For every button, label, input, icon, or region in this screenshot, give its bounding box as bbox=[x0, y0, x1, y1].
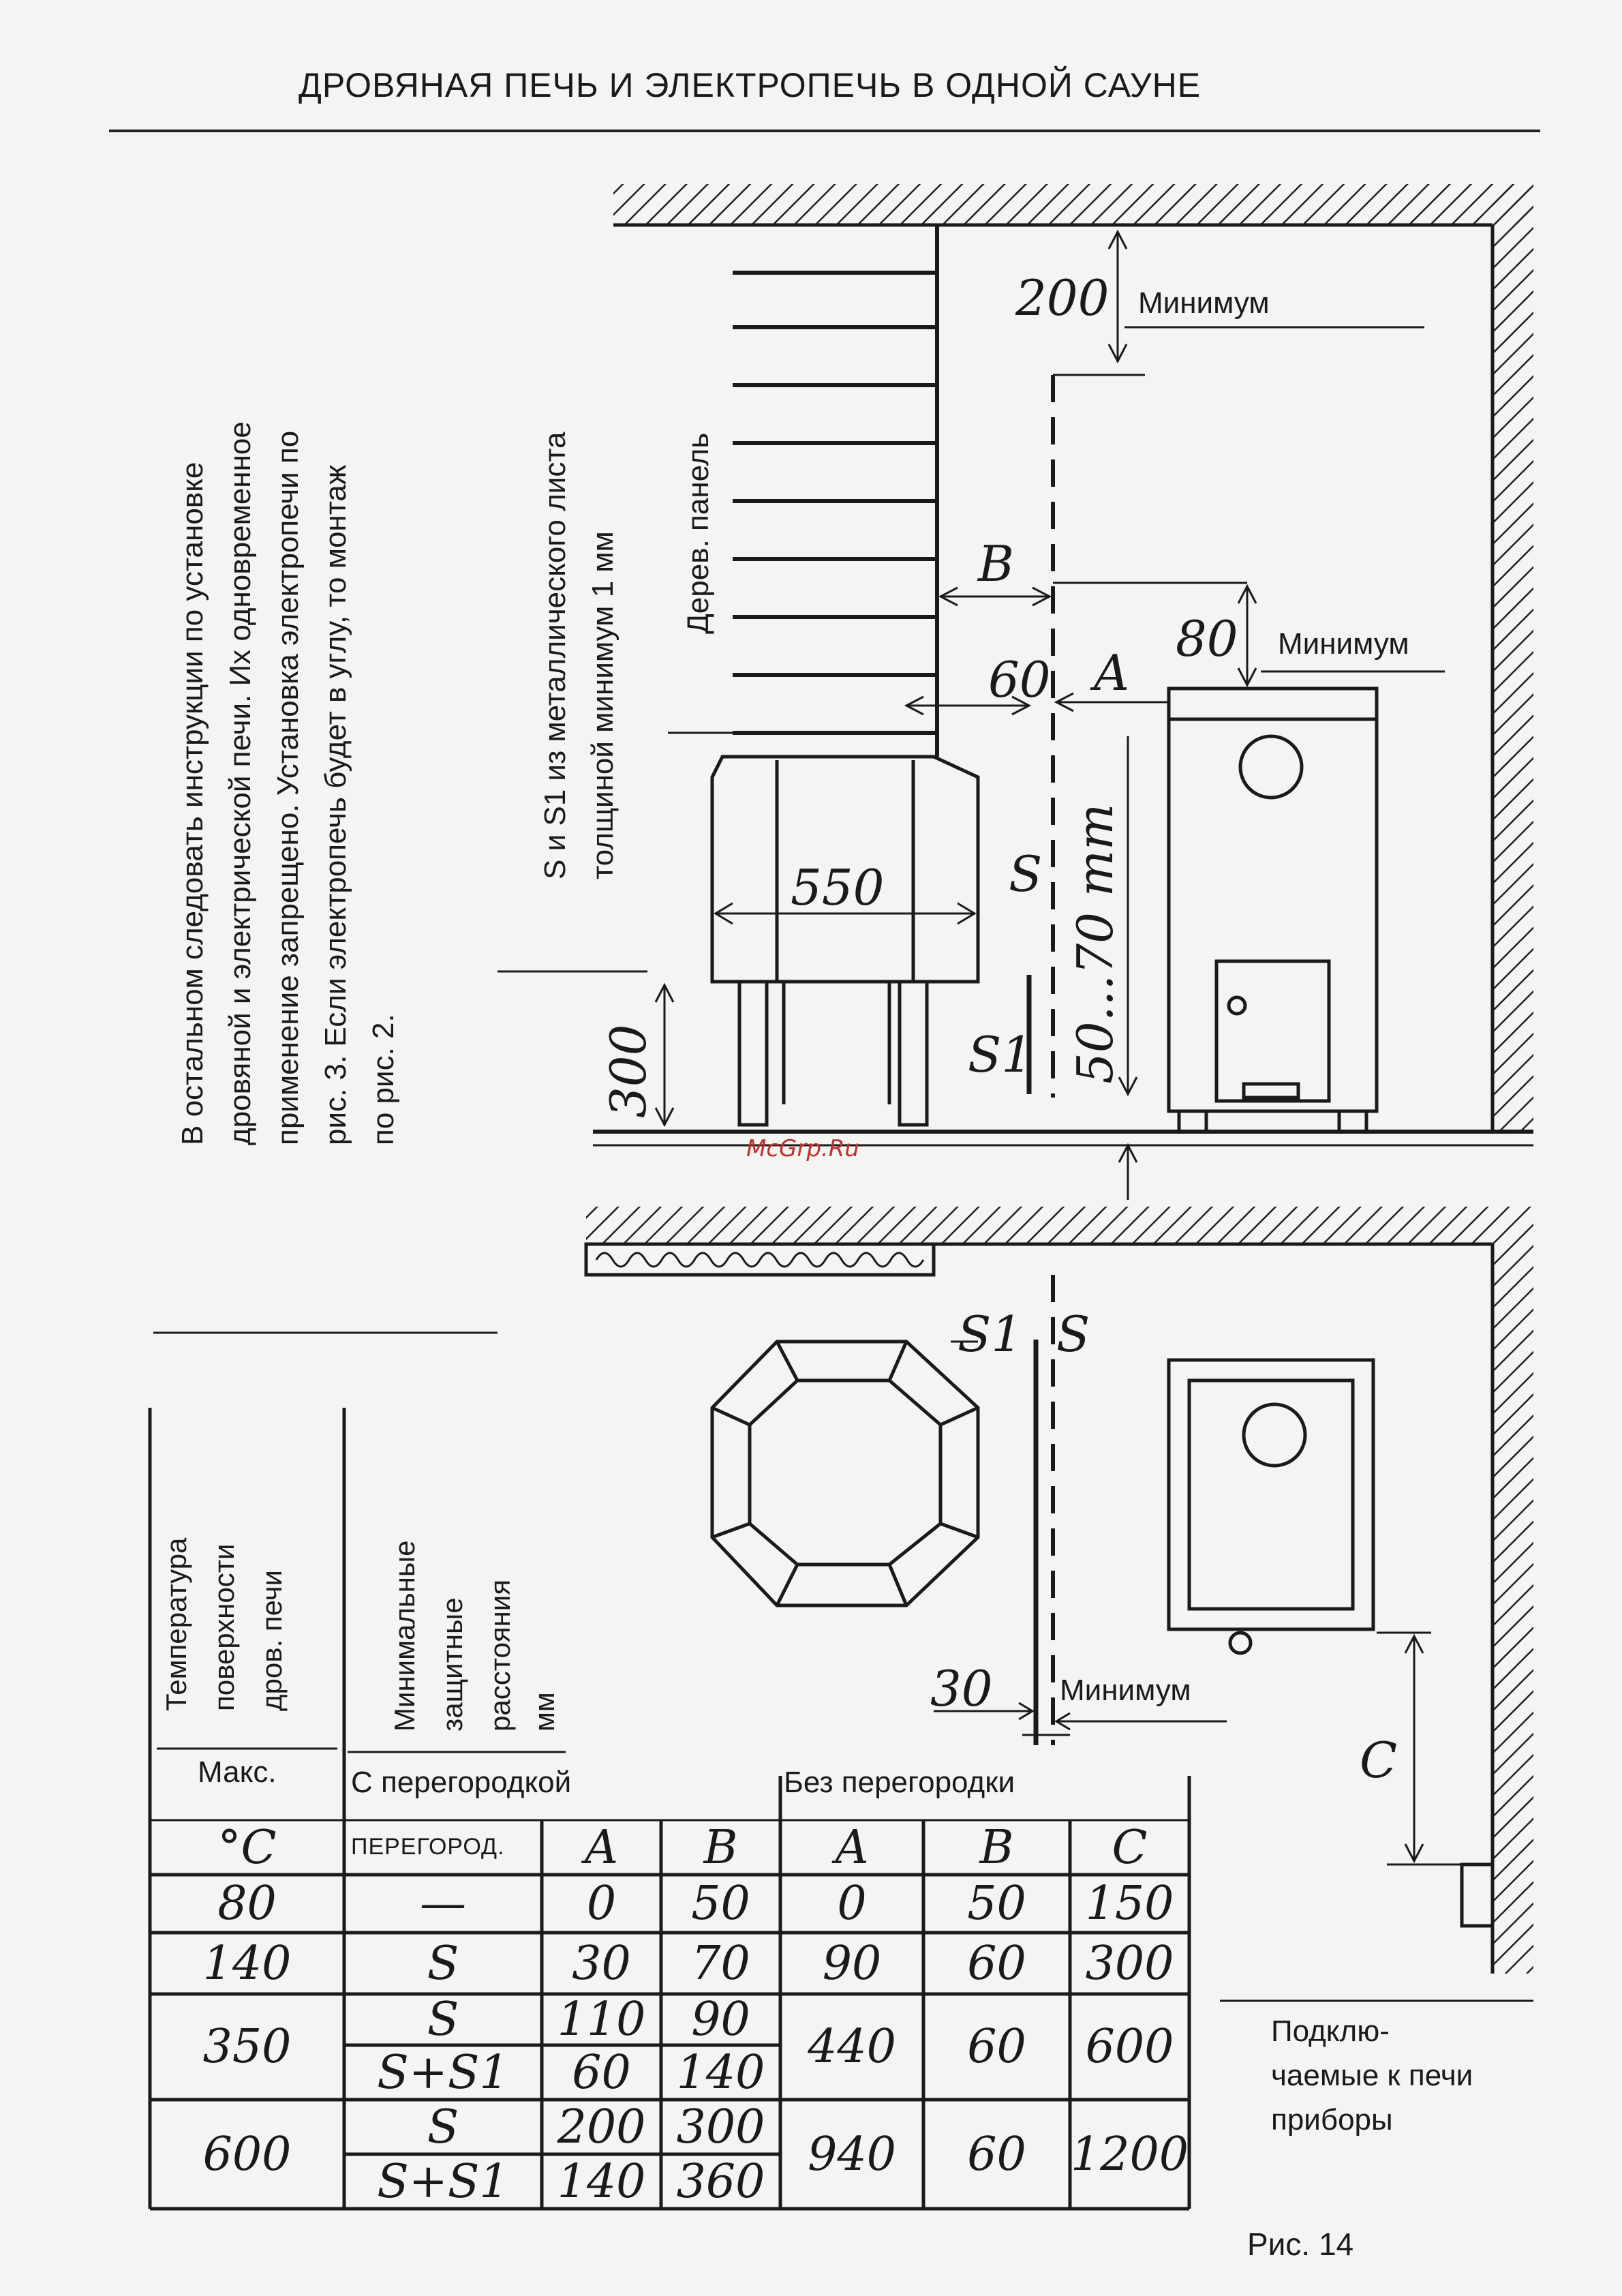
instruction-line-1: В остальном следовать инструкции по установке bbox=[176, 462, 209, 1145]
table-cell: 200 bbox=[557, 2100, 646, 2154]
table-cell: 80 bbox=[217, 1877, 277, 1931]
table-cell: 90 bbox=[691, 1993, 750, 2046]
table-cell: 300 bbox=[1085, 1936, 1174, 1991]
minimum-30-label: Минимум bbox=[1060, 1674, 1191, 1707]
table-header-dist-4: мм bbox=[528, 1692, 560, 1732]
dim-b: B bbox=[978, 535, 1014, 592]
electric-heater-plan bbox=[1169, 1360, 1373, 1653]
table-cell: 60 bbox=[572, 2045, 631, 2100]
table-cell: S+S1 bbox=[377, 2154, 509, 2209]
table-cell: S+S1 bbox=[377, 2045, 509, 2100]
dim-a: A bbox=[1094, 644, 1129, 701]
table-cell: 350 bbox=[202, 2020, 292, 2074]
electric-heater-elevation bbox=[1169, 689, 1377, 1132]
table-cell: 600 bbox=[202, 2127, 292, 2181]
table-cell: 140 bbox=[202, 1936, 292, 1991]
table-cell: 1200 bbox=[1070, 2127, 1189, 2181]
dim-30: 30 bbox=[930, 1660, 993, 1717]
instruction-line-5: по рис. 2. bbox=[367, 1014, 400, 1145]
table-cell: 110 bbox=[557, 1993, 646, 2046]
col-c: C bbox=[1112, 1820, 1148, 1875]
wood-panel-label: Дерев. панель bbox=[682, 432, 715, 634]
table-cell: 60 bbox=[967, 2020, 1026, 2074]
dim-200: 200 bbox=[1015, 269, 1110, 327]
table-header-dist-1: Минимальные bbox=[388, 1540, 420, 1732]
devices-label-3: приборы bbox=[1271, 2103, 1393, 2136]
watermark: McGrp.Ru bbox=[746, 1135, 859, 1162]
col-a2: A bbox=[835, 1820, 869, 1875]
connected-device bbox=[1462, 1864, 1493, 1926]
shield-note-line-2: толщиной минимум 1 мм bbox=[586, 531, 619, 879]
dim-c: C bbox=[1360, 1732, 1398, 1789]
table-cell: 30 bbox=[572, 1936, 631, 1991]
table-cell: 60 bbox=[967, 1936, 1026, 1991]
table-cell: 940 bbox=[808, 2127, 896, 2181]
shield-s1-label: S1 bbox=[968, 1026, 1033, 1083]
page-title: ДРОВЯНАЯ ПЕЧЬ И ЭЛЕКТРОПЕЧЬ В ОДНОЙ САУНЕ bbox=[299, 66, 1202, 104]
devices-label-1: Подклю- bbox=[1271, 2014, 1390, 2048]
table-cell: 60 bbox=[967, 2127, 1026, 2181]
table-header-temp-3: дров. печи bbox=[256, 1570, 288, 1711]
partition-col-label: ПЕРЕГОРОД. bbox=[351, 1834, 505, 1860]
unit-label: °C bbox=[217, 1820, 277, 1875]
wood-stove-elevation bbox=[712, 757, 978, 1125]
dim-gap: 50...70 mm bbox=[1067, 803, 1124, 1084]
table-cell: 90 bbox=[822, 1936, 882, 1991]
wood-stove-plan bbox=[712, 1342, 978, 1605]
right-wall-hatch bbox=[1493, 184, 1533, 1132]
table-cell: 140 bbox=[676, 2045, 765, 2100]
col-b1: B bbox=[703, 1820, 738, 1875]
shield-s-label: S bbox=[1009, 845, 1043, 903]
table-cell: 440 bbox=[808, 2020, 896, 2074]
wood-panel-slats bbox=[733, 273, 937, 733]
dim-80: 80 bbox=[1176, 610, 1238, 667]
table-header-dist-3: расстояния bbox=[484, 1580, 516, 1732]
table-cell: — bbox=[420, 1877, 466, 1931]
shield-note-line-1: S и S1 из металлического листа bbox=[538, 432, 572, 879]
table-cell: S bbox=[427, 2100, 459, 2154]
dim-550: 550 bbox=[791, 859, 885, 916]
table-cell: 70 bbox=[691, 1936, 750, 1991]
with-partition-label: С перегородкой bbox=[351, 1766, 572, 1799]
table-cell: 50 bbox=[691, 1877, 750, 1931]
table-header-dist-2: защитные bbox=[436, 1597, 468, 1732]
instruction-line-3: применение запрещено. Установка электропечи по bbox=[271, 430, 305, 1145]
devices-label-2: чаемые к печи bbox=[1271, 2059, 1473, 2092]
figure-caption: Рис. 14 bbox=[1247, 2226, 1354, 2262]
ceiling-hatch bbox=[613, 184, 1533, 225]
table-cell: 150 bbox=[1085, 1877, 1174, 1931]
table-cell: 0 bbox=[586, 1877, 617, 1931]
table-cell: 600 bbox=[1085, 2020, 1174, 2074]
max-label: Макс. bbox=[198, 1755, 277, 1789]
instruction-line-2: дровяной и электрической печи. Их одновременное bbox=[224, 421, 257, 1145]
col-b2: B bbox=[979, 1820, 1014, 1875]
col-a1: A bbox=[584, 1820, 619, 1875]
instruction-line-4: рис. 3. Если электропечь будет в углу, то монтаж bbox=[319, 464, 352, 1145]
plan-s-label: S bbox=[1056, 1305, 1090, 1363]
minimum-200-label: Минимум bbox=[1138, 286, 1270, 320]
plan-s1-label: S1 bbox=[958, 1305, 1023, 1363]
table-header-temp-1: Температура bbox=[160, 1537, 192, 1711]
table-cell: 0 bbox=[837, 1877, 867, 1931]
table-cell: 300 bbox=[676, 2100, 765, 2154]
table-cell: S bbox=[427, 1936, 459, 1991]
plan-top-wall-hatch bbox=[586, 1207, 1533, 1244]
without-partition-label: Без перегородки bbox=[784, 1766, 1015, 1799]
table-cell: 140 bbox=[557, 2154, 646, 2209]
plan-wood-panel-wave bbox=[596, 1253, 923, 1267]
table-cell: S bbox=[427, 1993, 459, 2046]
table-cell: 50 bbox=[967, 1877, 1026, 1931]
table-header-temp-2: поверхности bbox=[208, 1543, 240, 1711]
dim-60: 60 bbox=[988, 651, 1051, 708]
minimum-80-label: Минимум bbox=[1278, 627, 1409, 661]
plan-right-wall-hatch bbox=[1493, 1244, 1533, 1974]
dim-300: 300 bbox=[600, 1024, 657, 1118]
table-cell: 360 bbox=[676, 2154, 765, 2209]
